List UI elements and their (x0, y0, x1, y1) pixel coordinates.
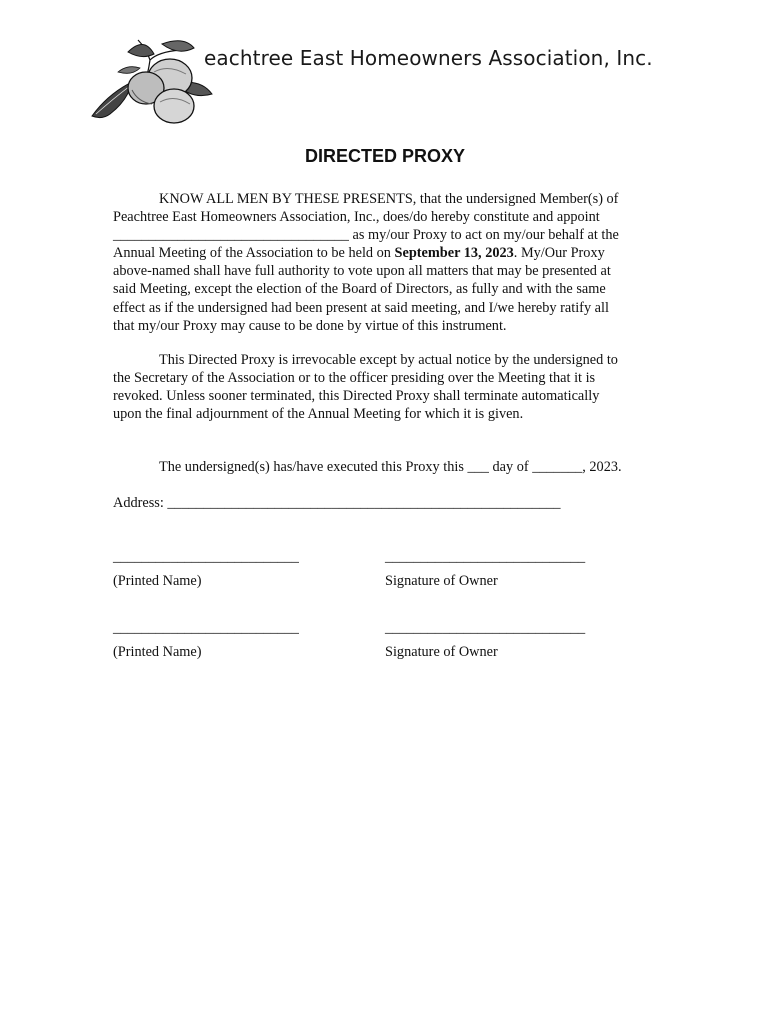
signature-label: Signature of Owner (385, 644, 498, 660)
text-line: effect as if the undersigned had been present at said meeting, and I/we hereby ratify all (113, 299, 609, 316)
text-line: said Meeting, except the election of the Board of Directors, as fully and with the same (113, 281, 606, 298)
proxy-paragraph-1 (113, 190, 653, 335)
meeting-date: September 13, 2023 (394, 245, 514, 262)
proxy-paragraph-2 (113, 351, 653, 423)
printed-name-label: (Printed Name) (113, 644, 202, 660)
address-field: Address: _______________________________________________________ (113, 495, 561, 511)
document-title: DIRECTED PROXY (304, 146, 466, 166)
text-line: _________________________________ as my/our Proxy to act on my/our behalf at the (113, 227, 619, 244)
signature-line: __________________________ (113, 549, 299, 565)
signature-line: ____________________________ (385, 549, 586, 565)
text-line: upon the final adjournment of the Annual Meeting for which it is given. (113, 406, 524, 423)
text-line: Annual Meeting of the Association to be held on September 13, 2023. My/Our Proxy (113, 245, 605, 262)
text-line: This Directed Proxy is irrevocable except by actual notice by the undersigned to (159, 352, 618, 368)
peach-branch-icon (88, 34, 214, 130)
printed-name-block-1 (113, 548, 299, 590)
signature-line: __________________________ (113, 620, 299, 636)
execution-statement: The undersigned(s) has/have executed this Proxy this ___ day of _______, 2023. (159, 459, 622, 475)
signature-label: Signature of Owner (385, 573, 498, 589)
organization-name: eachtree East Homeowners Association, Inc. (204, 46, 653, 70)
text-line: KNOW ALL MEN BY THESE PRESENTS, that the undersigned Member(s) of (159, 191, 619, 207)
text-line: that my/our Proxy may cause to be done by virtue of this instrument. (113, 317, 507, 334)
text-line: above-named shall have full authority to vote upon all matters that may be presented at (113, 263, 611, 280)
printed-name-block-2 (113, 619, 299, 661)
signature-line: ____________________________ (385, 620, 586, 636)
text-line: revoked. Unless sooner terminated, this Directed Proxy shall terminate automatically (113, 388, 600, 405)
text-line: the Secretary of the Association or to the officer presiding over the Meeting that it is (113, 370, 596, 387)
printed-name-label: (Printed Name) (113, 573, 202, 589)
owner-signature-block-1 (385, 548, 585, 590)
owner-signature-block-2 (385, 619, 585, 661)
text-line: Peachtree East Homeowners Association, Inc., does/do hereby constitute and appoint (113, 209, 600, 226)
